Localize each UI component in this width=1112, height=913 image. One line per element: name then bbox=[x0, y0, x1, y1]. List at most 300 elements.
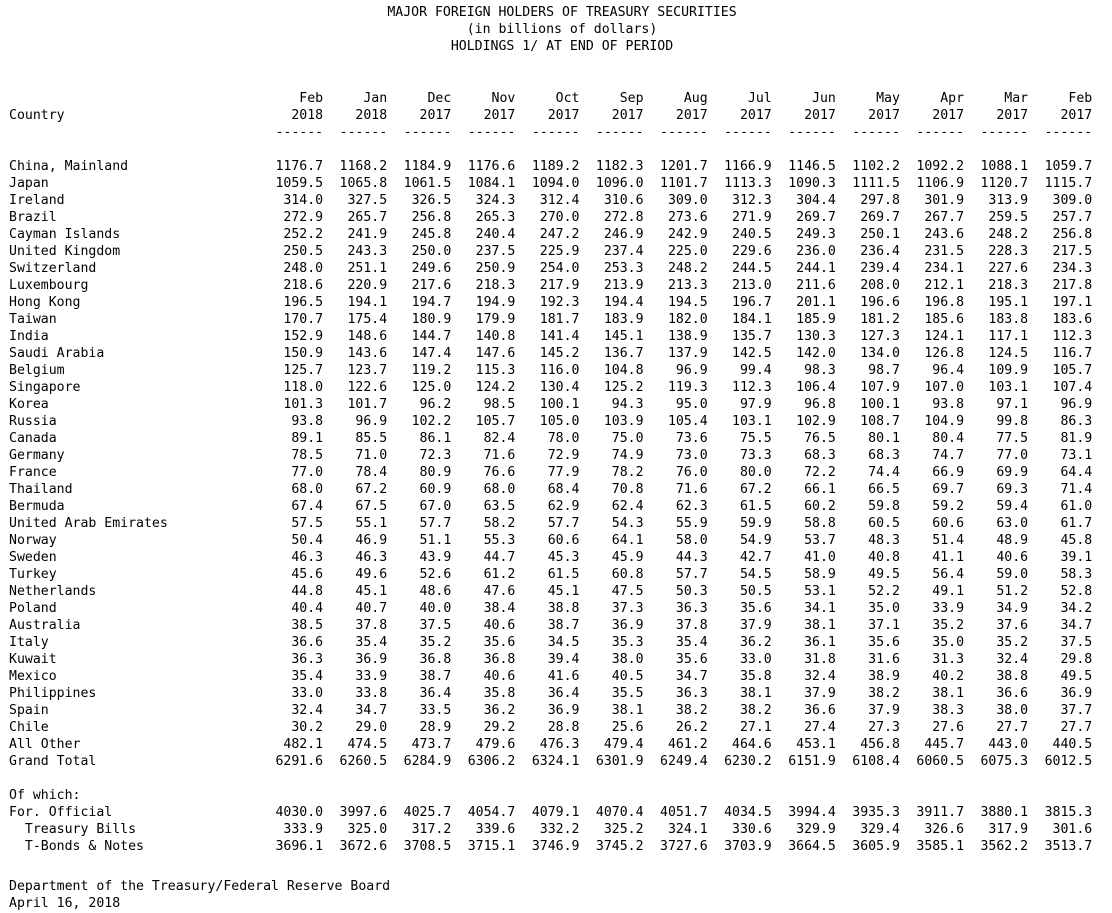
table-cell-value: 317.2 bbox=[411, 822, 452, 837]
holdings-table bbox=[9, 90, 1099, 855]
table-cell-value: 142.5 bbox=[732, 346, 772, 361]
table-cell-value: 251.1 bbox=[347, 261, 388, 276]
table-cell-value: 246.9 bbox=[603, 227, 644, 242]
table-cell-value: 180.9 bbox=[411, 312, 452, 327]
table-cell-value: 36.2 bbox=[483, 703, 516, 718]
table-cell-value: 239.4 bbox=[860, 261, 900, 276]
table-cell-value: 59.0 bbox=[996, 567, 1029, 582]
table-row bbox=[9, 430, 1099, 447]
table-cell-value: 6230.2 bbox=[724, 754, 772, 769]
table-cell-value: 256.8 bbox=[411, 210, 452, 225]
table-cell-value: 41.1 bbox=[932, 550, 965, 565]
table-cell-value: 64.4 bbox=[1060, 465, 1093, 480]
table-cell-value: 37.1 bbox=[868, 618, 900, 633]
table-cell-value: 36.6 bbox=[996, 686, 1029, 701]
table-cell-value: 37.6 bbox=[996, 618, 1029, 633]
table-cell-value: 59.2 bbox=[932, 499, 965, 514]
table-cell-value: 35.6 bbox=[483, 635, 516, 650]
table-cell-value: 36.6 bbox=[291, 635, 324, 650]
table-cell-value: 69.3 bbox=[996, 482, 1029, 497]
row-label: Turkey bbox=[9, 567, 57, 582]
table-cell-value: 473.7 bbox=[411, 737, 452, 752]
table-cell-value: 325.0 bbox=[347, 822, 388, 837]
table-cell-value: 309.0 bbox=[667, 193, 708, 208]
table-cell-value: 127.3 bbox=[860, 329, 900, 344]
table-cell-value: 58.3 bbox=[1060, 567, 1093, 582]
table-cell-value: 68.3 bbox=[804, 448, 836, 463]
table-cell-value: 38.1 bbox=[739, 686, 772, 701]
table-spacer bbox=[9, 141, 1099, 158]
table-cell-value: 62.3 bbox=[675, 499, 708, 514]
table-cell-value: 4030.0 bbox=[275, 805, 324, 820]
column-separator: ------ bbox=[660, 125, 708, 140]
table-cell-value: 237.4 bbox=[603, 244, 644, 259]
row-label: Ireland bbox=[9, 193, 65, 208]
table-cell-value: 269.7 bbox=[860, 210, 900, 225]
table-cell-value: 332.2 bbox=[539, 822, 580, 837]
table-cell-value: 101.3 bbox=[283, 397, 324, 412]
table-cell-value: 453.1 bbox=[796, 737, 836, 752]
table-cell-value: 38.1 bbox=[932, 686, 965, 701]
table-cell-value: 46.3 bbox=[355, 550, 388, 565]
table-cell-value: 138.9 bbox=[667, 329, 708, 344]
table-cell-value: 443.0 bbox=[988, 737, 1029, 752]
table-cell-value: 3703.9 bbox=[724, 839, 772, 854]
row-label: United Arab Emirates bbox=[9, 516, 168, 531]
table-cell-value: 35.0 bbox=[868, 601, 900, 616]
table-cell-value: 72.9 bbox=[547, 448, 580, 463]
table-cell-value: 265.7 bbox=[347, 210, 388, 225]
table-cell-value: 55.1 bbox=[355, 516, 388, 531]
table-cell-value: 81.9 bbox=[1060, 431, 1093, 446]
table-cell-value: 1168.2 bbox=[339, 159, 388, 174]
column-month-label: Jul bbox=[747, 91, 772, 106]
table-cell-value: 60.5 bbox=[868, 516, 900, 531]
table-row bbox=[9, 600, 1099, 617]
row-label: Chile bbox=[9, 720, 49, 735]
row-label: Cayman Islands bbox=[9, 227, 121, 242]
table-cell-value: 48.3 bbox=[868, 533, 900, 548]
table-cell-value: 57.5 bbox=[291, 516, 324, 531]
table-cell-value: 324.1 bbox=[667, 822, 708, 837]
table-cell-value: 194.1 bbox=[347, 295, 388, 310]
table-cell-value: 36.9 bbox=[355, 652, 388, 667]
table-cell-value: 31.3 bbox=[932, 652, 965, 667]
table-cell-value: 124.2 bbox=[475, 380, 516, 395]
table-cell-value: 218.3 bbox=[988, 278, 1029, 293]
table-cell-value: 26.2 bbox=[675, 720, 708, 735]
table-cell-value: 68.0 bbox=[291, 482, 324, 497]
row-label: Taiwan bbox=[9, 312, 57, 327]
table-cell-value: 1106.9 bbox=[916, 176, 965, 191]
table-cell-value: 40.7 bbox=[355, 601, 388, 616]
table-cell-value: 59.9 bbox=[739, 516, 772, 531]
table-cell-value: 36.3 bbox=[675, 601, 708, 616]
column-separator: ------ bbox=[980, 125, 1029, 140]
table-cell-value: 317.9 bbox=[988, 822, 1029, 837]
header-separator-row bbox=[9, 124, 1099, 141]
table-cell-value: 30.2 bbox=[291, 720, 324, 735]
table-cell-value: 33.0 bbox=[739, 652, 772, 667]
table-cell-value: 34.9 bbox=[996, 601, 1029, 616]
table-row bbox=[9, 532, 1099, 549]
table-cell-value: 1166.9 bbox=[724, 159, 772, 174]
table-row bbox=[9, 736, 1099, 753]
table-cell-value: 445.7 bbox=[924, 737, 965, 752]
column-month-label: Apr bbox=[940, 91, 965, 106]
table-cell-value: 183.9 bbox=[603, 312, 644, 327]
table-cell-value: 6075.3 bbox=[980, 754, 1029, 769]
table-cell-value: 109.9 bbox=[988, 363, 1029, 378]
column-year-label: 2017 bbox=[1060, 108, 1093, 123]
table-cell-value: 35.4 bbox=[291, 669, 324, 684]
table-cell-value: 36.2 bbox=[739, 635, 772, 650]
column-month-label: Mar bbox=[1004, 91, 1029, 106]
table-cell-value: 461.2 bbox=[667, 737, 708, 752]
table-cell-value: 194.4 bbox=[603, 295, 644, 310]
row-label: United Kingdom bbox=[9, 244, 121, 259]
table-cell-value: 144.7 bbox=[411, 329, 452, 344]
table-cell-value: 142.0 bbox=[796, 346, 836, 361]
table-cell-value: 118.0 bbox=[283, 380, 324, 395]
table-cell-value: 49.5 bbox=[868, 567, 900, 582]
table-cell-value: 4079.1 bbox=[531, 805, 580, 820]
table-cell-value: 479.4 bbox=[603, 737, 644, 752]
table-cell-value: 38.4 bbox=[483, 601, 516, 616]
table-cell-value: 34.5 bbox=[547, 635, 580, 650]
table-cell-value: 249.6 bbox=[411, 261, 452, 276]
table-cell-value: 71.6 bbox=[483, 448, 516, 463]
table-cell-value: 242.9 bbox=[667, 227, 708, 242]
table-row bbox=[9, 481, 1099, 498]
table-cell-value: 67.2 bbox=[739, 482, 772, 497]
table-cell-value: 234.3 bbox=[1052, 261, 1093, 276]
table-row bbox=[9, 243, 1099, 260]
table-cell-value: 324.3 bbox=[475, 193, 516, 208]
table-cell-value: 297.8 bbox=[860, 193, 900, 208]
row-label: For. Official bbox=[9, 805, 113, 820]
table-cell-value: 33.8 bbox=[355, 686, 388, 701]
table-cell-value: 102.9 bbox=[796, 414, 836, 429]
column-month-label: Jan bbox=[363, 91, 388, 106]
table-cell-value: 145.1 bbox=[603, 329, 644, 344]
table-cell-value: 82.4 bbox=[483, 431, 516, 446]
table-cell-value: 86.1 bbox=[419, 431, 452, 446]
row-label: China, Mainland bbox=[9, 159, 129, 174]
row-label: Korea bbox=[9, 397, 49, 412]
table-cell-value: 53.7 bbox=[804, 533, 836, 548]
table-row bbox=[9, 294, 1099, 311]
table-cell-value: 325.2 bbox=[603, 822, 644, 837]
column-month-label: Feb bbox=[1068, 91, 1093, 106]
table-row bbox=[9, 175, 1099, 192]
table-cell-value: 196.6 bbox=[860, 295, 900, 310]
table-cell-value: 217.8 bbox=[1052, 278, 1093, 293]
table-cell-value: 115.3 bbox=[475, 363, 516, 378]
table-cell-value: 248.0 bbox=[283, 261, 324, 276]
table-cell-value: 42.7 bbox=[739, 550, 772, 565]
table-cell-value: 38.2 bbox=[739, 703, 772, 718]
table-cell-value: 75.0 bbox=[611, 431, 644, 446]
table-cell-value: 61.5 bbox=[739, 499, 772, 514]
table-cell-value: 105.0 bbox=[539, 414, 580, 429]
column-separator: ------ bbox=[275, 125, 324, 140]
table-cell-value: 67.5 bbox=[355, 499, 388, 514]
table-cell-value: 98.3 bbox=[804, 363, 836, 378]
table-cell-value: 67.4 bbox=[291, 499, 324, 514]
table-cell-value: 35.4 bbox=[675, 635, 708, 650]
table-cell-value: 46.9 bbox=[355, 533, 388, 548]
table-row bbox=[9, 719, 1099, 736]
table-cell-value: 105.4 bbox=[667, 414, 708, 429]
table-cell-value: 37.9 bbox=[868, 703, 900, 718]
table-cell-value: 107.0 bbox=[924, 380, 965, 395]
of-which-row bbox=[9, 838, 1099, 855]
table-cell-value: 57.7 bbox=[547, 516, 580, 531]
table-cell-value: 1059.7 bbox=[1044, 159, 1093, 174]
report-footer bbox=[9, 878, 390, 912]
table-cell-value: 116.7 bbox=[1052, 346, 1093, 361]
table-cell-value: 208.0 bbox=[860, 278, 900, 293]
table-cell-value: 34.1 bbox=[804, 601, 836, 616]
table-cell-value: 3605.9 bbox=[852, 839, 900, 854]
table-cell-value: 1182.3 bbox=[595, 159, 644, 174]
table-cell-value: 329.4 bbox=[860, 822, 900, 837]
table-cell-value: 55.9 bbox=[675, 516, 708, 531]
table-cell-value: 3880.1 bbox=[980, 805, 1029, 820]
table-cell-value: 38.7 bbox=[419, 669, 452, 684]
table-cell-value: 101.7 bbox=[347, 397, 388, 412]
row-label: Belgium bbox=[9, 363, 65, 378]
table-cell-value: 27.1 bbox=[739, 720, 772, 735]
table-cell-value: 66.1 bbox=[804, 482, 836, 497]
table-cell-value: 96.4 bbox=[932, 363, 965, 378]
table-row bbox=[9, 328, 1099, 345]
row-label: Australia bbox=[9, 618, 81, 633]
table-body bbox=[9, 158, 1099, 770]
table-cell-value: 137.9 bbox=[667, 346, 708, 361]
table-row bbox=[9, 617, 1099, 634]
table-cell-value: 33.0 bbox=[291, 686, 324, 701]
country-column-header: Country bbox=[9, 108, 65, 123]
table-cell-value: 310.6 bbox=[603, 193, 644, 208]
table-cell-value: 3746.9 bbox=[531, 839, 580, 854]
row-label: Grand Total bbox=[9, 754, 97, 769]
table-cell-value: 86.3 bbox=[1060, 414, 1093, 429]
table-cell-value: 38.8 bbox=[547, 601, 580, 616]
table-cell-value: 77.9 bbox=[547, 465, 580, 480]
table-cell-value: 40.2 bbox=[932, 669, 965, 684]
table-cell-value: 74.7 bbox=[932, 448, 965, 463]
table-row bbox=[9, 379, 1099, 396]
column-year-label: 2017 bbox=[547, 108, 580, 123]
table-cell-value: 270.0 bbox=[539, 210, 580, 225]
table-cell-value: 40.8 bbox=[868, 550, 900, 565]
table-cell-value: 196.7 bbox=[732, 295, 772, 310]
table-cell-value: 145.2 bbox=[539, 346, 580, 361]
table-cell-value: 326.5 bbox=[411, 193, 452, 208]
table-cell-value: 197.1 bbox=[1052, 295, 1093, 310]
table-cell-value: 1059.5 bbox=[275, 176, 324, 191]
table-cell-value: 107.4 bbox=[1052, 380, 1093, 395]
table-cell-value: 36.3 bbox=[675, 686, 708, 701]
column-year-label: 2017 bbox=[868, 108, 900, 123]
table-cell-value: 58.0 bbox=[675, 533, 708, 548]
table-cell-value: 152.9 bbox=[283, 329, 324, 344]
table-cell-value: 183.6 bbox=[1052, 312, 1093, 327]
table-cell-value: 4034.5 bbox=[724, 805, 772, 820]
table-cell-value: 76.5 bbox=[804, 431, 836, 446]
table-cell-value: 34.2 bbox=[1060, 601, 1093, 616]
table-cell-value: 108.7 bbox=[860, 414, 900, 429]
table-cell-value: 78.4 bbox=[355, 465, 388, 480]
table-cell-value: 6060.5 bbox=[916, 754, 965, 769]
column-separator: ------ bbox=[916, 125, 965, 140]
row-label: Poland bbox=[9, 601, 57, 616]
table-cell-value: 244.1 bbox=[796, 261, 836, 276]
table-cell-value: 46.3 bbox=[291, 550, 324, 565]
table-cell-value: 45.9 bbox=[611, 550, 644, 565]
table-cell-value: 1184.9 bbox=[403, 159, 452, 174]
table-row bbox=[9, 413, 1099, 430]
table-cell-value: 194.9 bbox=[475, 295, 516, 310]
table-cell-value: 68.0 bbox=[483, 482, 516, 497]
table-cell-value: 36.6 bbox=[804, 703, 836, 718]
table-cell-value: 1113.3 bbox=[724, 176, 772, 191]
table-cell-value: 69.7 bbox=[932, 482, 965, 497]
table-cell-value: 71.4 bbox=[1060, 482, 1093, 497]
table-cell-value: 28.8 bbox=[547, 720, 580, 735]
header-year-row bbox=[9, 107, 1099, 124]
table-cell-value: 476.3 bbox=[539, 737, 580, 752]
table-cell-value: 1084.1 bbox=[467, 176, 516, 191]
table-cell-value: 78.5 bbox=[291, 448, 324, 463]
table-cell-value: 57.7 bbox=[419, 516, 452, 531]
table-cell-value: 179.9 bbox=[475, 312, 516, 327]
table-cell-value: 147.4 bbox=[411, 346, 452, 361]
table-row bbox=[9, 753, 1099, 770]
of-which-row bbox=[9, 804, 1099, 821]
table-cell-value: 45.8 bbox=[1060, 533, 1093, 548]
table-cell-value: 253.3 bbox=[603, 261, 644, 276]
table-cell-value: 339.6 bbox=[475, 822, 516, 837]
table-cell-value: 39.1 bbox=[1060, 550, 1093, 565]
table-cell-value: 54.9 bbox=[739, 533, 772, 548]
table-cell-value: 125.2 bbox=[603, 380, 644, 395]
table-cell-value: 45.3 bbox=[547, 550, 580, 565]
table-cell-value: 96.9 bbox=[355, 414, 388, 429]
table-cell-value: 240.4 bbox=[475, 227, 516, 242]
table-cell-value: 228.3 bbox=[988, 244, 1029, 259]
table-cell-value: 52.8 bbox=[1060, 584, 1093, 599]
table-cell-value: 124.5 bbox=[988, 346, 1029, 361]
table-cell-value: 194.5 bbox=[667, 295, 708, 310]
table-cell-value: 45.6 bbox=[291, 567, 324, 582]
table-cell-value: 49.6 bbox=[355, 567, 388, 582]
table-cell-value: 56.4 bbox=[932, 567, 965, 582]
column-year-label: 2018 bbox=[291, 108, 324, 123]
table-row bbox=[9, 702, 1099, 719]
table-cell-value: 77.5 bbox=[996, 431, 1029, 446]
table-cell-value: 68.3 bbox=[868, 448, 900, 463]
table-cell-value: 252.2 bbox=[283, 227, 324, 242]
table-cell-value: 95.0 bbox=[675, 397, 708, 412]
table-cell-value: 250.0 bbox=[411, 244, 452, 259]
table-cell-value: 40.0 bbox=[419, 601, 452, 616]
table-cell-value: 68.4 bbox=[547, 482, 580, 497]
table-cell-value: 4025.7 bbox=[403, 805, 452, 820]
table-cell-value: 6260.5 bbox=[339, 754, 388, 769]
table-cell-value: 74.9 bbox=[611, 448, 644, 463]
table-cell-value: 148.6 bbox=[347, 329, 388, 344]
table-cell-value: 45.1 bbox=[355, 584, 388, 599]
column-year-label: 2017 bbox=[996, 108, 1029, 123]
table-cell-value: 182.0 bbox=[667, 312, 708, 327]
table-cell-value: 1201.7 bbox=[660, 159, 708, 174]
table-cell-value: 181.7 bbox=[539, 312, 580, 327]
table-cell-value: 36.1 bbox=[804, 635, 836, 650]
column-month-label: Sep bbox=[619, 91, 644, 106]
table-cell-value: 6306.2 bbox=[467, 754, 516, 769]
table-cell-value: 6012.5 bbox=[1044, 754, 1093, 769]
table-cell-value: 225.9 bbox=[539, 244, 580, 259]
row-label: Netherlands bbox=[9, 584, 97, 599]
table-cell-value: 35.5 bbox=[611, 686, 644, 701]
table-cell-value: 62.4 bbox=[611, 499, 644, 514]
table-cell-value: 36.3 bbox=[291, 652, 324, 667]
table-cell-value: 125.0 bbox=[411, 380, 452, 395]
table-cell-value: 28.9 bbox=[419, 720, 452, 735]
header-month-row bbox=[9, 90, 1099, 107]
table-cell-value: 73.1 bbox=[1060, 448, 1093, 463]
table-cell-value: 35.8 bbox=[739, 669, 772, 684]
table-cell-value: 249.3 bbox=[796, 227, 836, 242]
row-label: T-Bonds & Notes bbox=[9, 839, 144, 854]
table-cell-value: 38.9 bbox=[868, 669, 900, 684]
table-cell-value: 49.5 bbox=[1060, 669, 1093, 684]
row-label: Saudi Arabia bbox=[9, 346, 105, 361]
table-cell-value: 125.7 bbox=[283, 363, 324, 378]
table-row bbox=[9, 158, 1099, 175]
table-cell-value: 6108.4 bbox=[852, 754, 900, 769]
table-cell-value: 80.4 bbox=[932, 431, 965, 446]
table-cell-value: 48.9 bbox=[996, 533, 1029, 548]
table-spacer bbox=[9, 770, 1099, 787]
table-cell-value: 76.6 bbox=[483, 465, 516, 480]
table-row bbox=[9, 549, 1099, 566]
table-cell-value: 134.0 bbox=[860, 346, 900, 361]
table-cell-value: 36.8 bbox=[419, 652, 452, 667]
table-cell-value: 37.5 bbox=[419, 618, 452, 633]
table-cell-value: 38.2 bbox=[675, 703, 708, 718]
table-cell-value: 254.0 bbox=[539, 261, 580, 276]
row-label: Japan bbox=[9, 176, 49, 191]
of-which-label: Of which: bbox=[9, 788, 81, 803]
table-cell-value: 147.6 bbox=[475, 346, 516, 361]
table-cell-value: 3585.1 bbox=[916, 839, 965, 854]
table-cell-value: 112.3 bbox=[1052, 329, 1093, 344]
table-cell-value: 40.4 bbox=[291, 601, 324, 616]
table-cell-value: 126.8 bbox=[924, 346, 965, 361]
table-row bbox=[9, 583, 1099, 600]
table-cell-value: 47.5 bbox=[611, 584, 644, 599]
row-label: Norway bbox=[9, 533, 57, 548]
table-cell-value: 75.5 bbox=[739, 431, 772, 446]
table-cell-value: 50.5 bbox=[739, 584, 772, 599]
table-cell-value: 34.7 bbox=[1060, 618, 1093, 633]
row-label: Germany bbox=[9, 448, 65, 463]
table-cell-value: 85.5 bbox=[355, 431, 388, 446]
